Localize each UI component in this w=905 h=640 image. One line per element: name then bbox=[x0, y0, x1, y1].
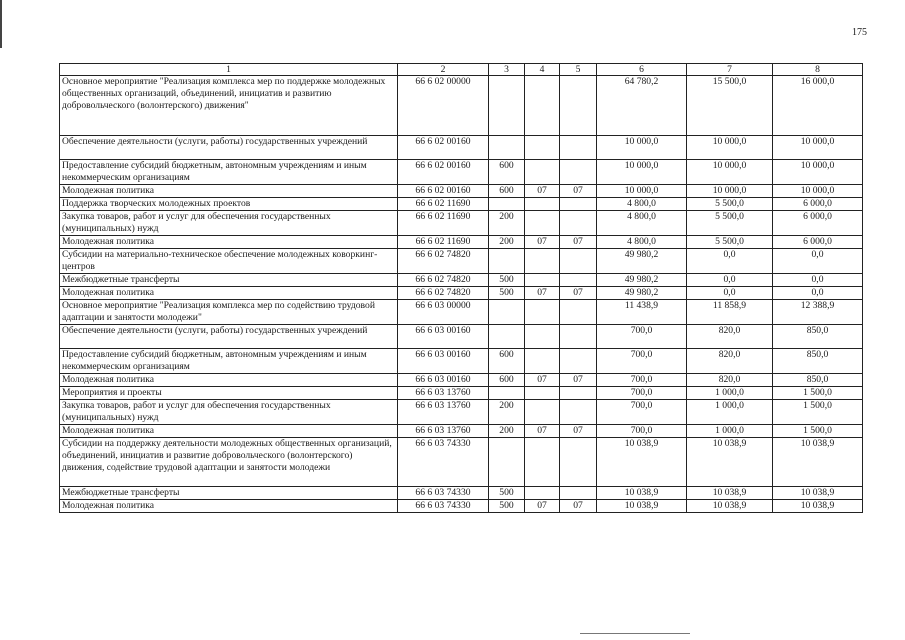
subsection-cell bbox=[560, 198, 597, 211]
table-row bbox=[60, 198, 863, 211]
column-header: 8 bbox=[773, 64, 863, 76]
expense-type-cell bbox=[489, 249, 525, 274]
amount-year1-cell: 700,0 bbox=[597, 425, 687, 438]
section-cell bbox=[525, 198, 560, 211]
amount-year2-cell: 820,0 bbox=[687, 349, 773, 374]
expense-type-cell bbox=[489, 76, 525, 136]
section-cell bbox=[525, 349, 560, 374]
amount-year2-cell: 0,0 bbox=[687, 287, 773, 300]
expense-type-cell: 600 bbox=[489, 374, 525, 387]
amount-year2-cell: 10 000,0 bbox=[687, 160, 773, 185]
scan-bottom-mark bbox=[580, 633, 690, 634]
section-cell: 07 bbox=[525, 287, 560, 300]
amount-year1-cell: 10 038,9 bbox=[597, 500, 687, 513]
target-code-cell: 66 6 02 00160 bbox=[398, 185, 489, 198]
amount-year1-cell: 10 038,9 bbox=[597, 438, 687, 487]
row-name-cell: Межбюджетные трансферты bbox=[60, 274, 398, 287]
amount-year2-cell: 820,0 bbox=[687, 325, 773, 349]
amount-year2-cell: 1 000,0 bbox=[687, 400, 773, 425]
amount-year2-cell: 1 000,0 bbox=[687, 387, 773, 400]
subsection-cell bbox=[560, 438, 597, 487]
amount-year2-cell: 10 038,9 bbox=[687, 438, 773, 487]
table-row bbox=[60, 236, 863, 249]
amount-year2-cell: 10 038,9 bbox=[687, 500, 773, 513]
target-code-cell: 66 6 03 74330 bbox=[398, 438, 489, 487]
target-code-cell: 66 6 02 11690 bbox=[398, 211, 489, 236]
column-header: 1 bbox=[60, 64, 398, 76]
subsection-cell: 07 bbox=[560, 185, 597, 198]
row-name-cell: Межбюджетные трансферты bbox=[60, 487, 398, 500]
amount-year3-cell: 6 000,0 bbox=[773, 236, 863, 249]
amount-year3-cell: 1 500,0 bbox=[773, 387, 863, 400]
expense-type-cell: 600 bbox=[489, 185, 525, 198]
table-row bbox=[60, 249, 863, 274]
amount-year1-cell: 4 800,0 bbox=[597, 236, 687, 249]
section-cell: 07 bbox=[525, 425, 560, 438]
amount-year1-cell: 700,0 bbox=[597, 325, 687, 349]
table-header-row bbox=[60, 64, 863, 76]
amount-year3-cell: 850,0 bbox=[773, 374, 863, 387]
amount-year1-cell: 49 980,2 bbox=[597, 274, 687, 287]
target-code-cell: 66 6 02 11690 bbox=[398, 236, 489, 249]
amount-year2-cell: 10 000,0 bbox=[687, 136, 773, 160]
amount-year2-cell: 15 500,0 bbox=[687, 76, 773, 136]
amount-year1-cell: 700,0 bbox=[597, 349, 687, 374]
table-row bbox=[60, 76, 863, 136]
target-code-cell: 66 6 03 00160 bbox=[398, 325, 489, 349]
target-code-cell: 66 6 02 00160 bbox=[398, 160, 489, 185]
expense-type-cell bbox=[489, 136, 525, 160]
section-cell bbox=[525, 136, 560, 160]
section-cell bbox=[525, 400, 560, 425]
amount-year2-cell: 10 038,9 bbox=[687, 487, 773, 500]
subsection-cell bbox=[560, 349, 597, 374]
amount-year1-cell: 49 980,2 bbox=[597, 249, 687, 274]
amount-year3-cell: 0,0 bbox=[773, 274, 863, 287]
section-cell bbox=[525, 487, 560, 500]
amount-year2-cell: 5 500,0 bbox=[687, 236, 773, 249]
row-name-cell: Мероприятия и проекты bbox=[60, 387, 398, 400]
section-cell: 07 bbox=[525, 185, 560, 198]
target-code-cell: 66 6 03 00160 bbox=[398, 349, 489, 374]
table-row bbox=[60, 211, 863, 236]
amount-year3-cell: 0,0 bbox=[773, 287, 863, 300]
amount-year2-cell: 5 500,0 bbox=[687, 211, 773, 236]
amount-year1-cell: 700,0 bbox=[597, 400, 687, 425]
amount-year1-cell: 11 438,9 bbox=[597, 300, 687, 325]
row-name-cell: Молодежная политика bbox=[60, 500, 398, 513]
target-code-cell: 66 6 03 13760 bbox=[398, 387, 489, 400]
page-number: 175 bbox=[852, 27, 867, 38]
target-code-cell: 66 6 02 74820 bbox=[398, 249, 489, 274]
subsection-cell bbox=[560, 136, 597, 160]
section-cell bbox=[525, 160, 560, 185]
expense-type-cell: 200 bbox=[489, 211, 525, 236]
row-name-cell: Основное мероприятие "Реализация комплекса мер по содействию трудовой адаптации и занятости молодежи" bbox=[60, 300, 398, 325]
row-name-cell: Обеспечение деятельности (услуги, работы) государственных учреждений bbox=[60, 325, 398, 349]
expense-type-cell bbox=[489, 325, 525, 349]
amount-year3-cell: 1 500,0 bbox=[773, 425, 863, 438]
target-code-cell: 66 6 03 13760 bbox=[398, 400, 489, 425]
amount-year3-cell: 10 000,0 bbox=[773, 185, 863, 198]
table-row bbox=[60, 400, 863, 425]
expense-type-cell: 200 bbox=[489, 425, 525, 438]
section-cell bbox=[525, 274, 560, 287]
expense-type-cell: 200 bbox=[489, 400, 525, 425]
amount-year2-cell: 1 000,0 bbox=[687, 425, 773, 438]
row-name-cell: Молодежная политика bbox=[60, 185, 398, 198]
amount-year3-cell: 16 000,0 bbox=[773, 76, 863, 136]
amount-year3-cell: 0,0 bbox=[773, 249, 863, 274]
expense-type-cell bbox=[489, 387, 525, 400]
amount-year1-cell: 700,0 bbox=[597, 374, 687, 387]
expense-type-cell bbox=[489, 438, 525, 487]
row-name-cell: Основное мероприятие "Реализация комплекса мер по поддержке молодежных общественных организаций, объединений, инициатив и развитию добровольческого (волонтерского) движения" bbox=[60, 76, 398, 136]
amount-year3-cell: 10 038,9 bbox=[773, 500, 863, 513]
amount-year3-cell: 1 500,0 bbox=[773, 400, 863, 425]
column-header: 5 bbox=[560, 64, 597, 76]
row-name-cell: Закупка товаров, работ и услуг для обеспечения государственных (муниципальных) нужд bbox=[60, 211, 398, 236]
table-row bbox=[60, 136, 863, 160]
subsection-cell bbox=[560, 274, 597, 287]
section-cell: 07 bbox=[525, 374, 560, 387]
amount-year3-cell: 10 000,0 bbox=[773, 136, 863, 160]
amount-year3-cell: 850,0 bbox=[773, 325, 863, 349]
subsection-cell: 07 bbox=[560, 287, 597, 300]
target-code-cell: 66 6 03 13760 bbox=[398, 425, 489, 438]
amount-year3-cell: 6 000,0 bbox=[773, 198, 863, 211]
table-row bbox=[60, 287, 863, 300]
row-name-cell: Обеспечение деятельности (услуги, работы) государственных учреждений bbox=[60, 136, 398, 160]
amount-year1-cell: 700,0 bbox=[597, 387, 687, 400]
table-row bbox=[60, 500, 863, 513]
amount-year1-cell: 4 800,0 bbox=[597, 211, 687, 236]
amount-year3-cell: 6 000,0 bbox=[773, 211, 863, 236]
target-code-cell: 66 6 03 74330 bbox=[398, 487, 489, 500]
section-cell bbox=[525, 76, 560, 136]
row-name-cell: Закупка товаров, работ и услуг для обеспечения государственных (муниципальных) нужд bbox=[60, 400, 398, 425]
expense-type-cell: 600 bbox=[489, 160, 525, 185]
section-cell bbox=[525, 249, 560, 274]
amount-year3-cell: 10 000,0 bbox=[773, 160, 863, 185]
expense-type-cell: 500 bbox=[489, 287, 525, 300]
target-code-cell: 66 6 03 74330 bbox=[398, 500, 489, 513]
row-name-cell: Молодежная политика bbox=[60, 236, 398, 249]
target-code-cell: 66 6 02 74820 bbox=[398, 287, 489, 300]
row-name-cell: Субсидии на поддержку деятельности молодежных общественных организаций, объединений, инициатив и развитие добровольческого (волонтерского) движения, содействие трудовой адаптации и занятости молодежи bbox=[60, 438, 398, 487]
amount-year1-cell: 10 000,0 bbox=[597, 136, 687, 160]
amount-year1-cell: 64 780,2 bbox=[597, 76, 687, 136]
expense-type-cell bbox=[489, 300, 525, 325]
section-cell bbox=[525, 387, 560, 400]
target-code-cell: 66 6 02 00160 bbox=[398, 136, 489, 160]
table-row bbox=[60, 374, 863, 387]
amount-year1-cell: 10 000,0 bbox=[597, 160, 687, 185]
amount-year1-cell: 10 000,0 bbox=[597, 185, 687, 198]
amount-year2-cell: 10 000,0 bbox=[687, 185, 773, 198]
table-row bbox=[60, 185, 863, 198]
amount-year3-cell: 10 038,9 bbox=[773, 487, 863, 500]
row-name-cell: Предоставление субсидий бюджетным, автономным учреждениям и иным некоммерческим организациям bbox=[60, 160, 398, 185]
amount-year2-cell: 11 858,9 bbox=[687, 300, 773, 325]
amount-year1-cell: 4 800,0 bbox=[597, 198, 687, 211]
expense-type-cell: 500 bbox=[489, 274, 525, 287]
column-header: 4 bbox=[525, 64, 560, 76]
target-code-cell: 66 6 03 00160 bbox=[398, 374, 489, 387]
subsection-cell bbox=[560, 300, 597, 325]
subsection-cell bbox=[560, 387, 597, 400]
amount-year2-cell: 0,0 bbox=[687, 249, 773, 274]
scan-edge-mark bbox=[0, 0, 2, 48]
row-name-cell: Поддержка творческих молодежных проектов bbox=[60, 198, 398, 211]
row-name-cell: Субсидии на материально-техническое обеспечение молодежных коворкинг-центров bbox=[60, 249, 398, 274]
amount-year3-cell: 10 038,9 bbox=[773, 438, 863, 487]
table-row bbox=[60, 300, 863, 325]
subsection-cell bbox=[560, 400, 597, 425]
budget-table bbox=[59, 63, 863, 513]
row-name-cell: Молодежная политика bbox=[60, 374, 398, 387]
section-cell: 07 bbox=[525, 236, 560, 249]
table-row bbox=[60, 425, 863, 438]
row-name-cell: Молодежная политика bbox=[60, 425, 398, 438]
amount-year3-cell: 12 388,9 bbox=[773, 300, 863, 325]
column-header: 6 bbox=[597, 64, 687, 76]
section-cell bbox=[525, 300, 560, 325]
table-row bbox=[60, 387, 863, 400]
amount-year1-cell: 10 038,9 bbox=[597, 487, 687, 500]
column-header: 3 bbox=[489, 64, 525, 76]
table-row bbox=[60, 487, 863, 500]
expense-type-cell bbox=[489, 198, 525, 211]
subsection-cell: 07 bbox=[560, 236, 597, 249]
section-cell bbox=[525, 211, 560, 236]
amount-year1-cell: 49 980,2 bbox=[597, 287, 687, 300]
subsection-cell bbox=[560, 487, 597, 500]
amount-year2-cell: 5 500,0 bbox=[687, 198, 773, 211]
subsection-cell bbox=[560, 325, 597, 349]
target-code-cell: 66 6 02 74820 bbox=[398, 274, 489, 287]
subsection-cell bbox=[560, 160, 597, 185]
amount-year2-cell: 0,0 bbox=[687, 274, 773, 287]
expense-type-cell: 200 bbox=[489, 236, 525, 249]
target-code-cell: 66 6 02 00000 bbox=[398, 76, 489, 136]
subsection-cell: 07 bbox=[560, 500, 597, 513]
subsection-cell bbox=[560, 249, 597, 274]
row-name-cell: Предоставление субсидий бюджетным, автономным учреждениям и иным некоммерческим организациям bbox=[60, 349, 398, 374]
expense-type-cell: 500 bbox=[489, 487, 525, 500]
table-row bbox=[60, 160, 863, 185]
expense-type-cell: 500 bbox=[489, 500, 525, 513]
column-header: 2 bbox=[398, 64, 489, 76]
section-cell bbox=[525, 325, 560, 349]
subsection-cell bbox=[560, 76, 597, 136]
subsection-cell bbox=[560, 211, 597, 236]
amount-year2-cell: 820,0 bbox=[687, 374, 773, 387]
row-name-cell: Молодежная политика bbox=[60, 287, 398, 300]
target-code-cell: 66 6 02 11690 bbox=[398, 198, 489, 211]
subsection-cell: 07 bbox=[560, 425, 597, 438]
table-row bbox=[60, 325, 863, 349]
column-header: 7 bbox=[687, 64, 773, 76]
section-cell bbox=[525, 438, 560, 487]
amount-year3-cell: 850,0 bbox=[773, 349, 863, 374]
section-cell: 07 bbox=[525, 500, 560, 513]
subsection-cell: 07 bbox=[560, 374, 597, 387]
table-row bbox=[60, 274, 863, 287]
expense-type-cell: 600 bbox=[489, 349, 525, 374]
target-code-cell: 66 6 03 00000 bbox=[398, 300, 489, 325]
table-row bbox=[60, 438, 863, 487]
table-row bbox=[60, 349, 863, 374]
